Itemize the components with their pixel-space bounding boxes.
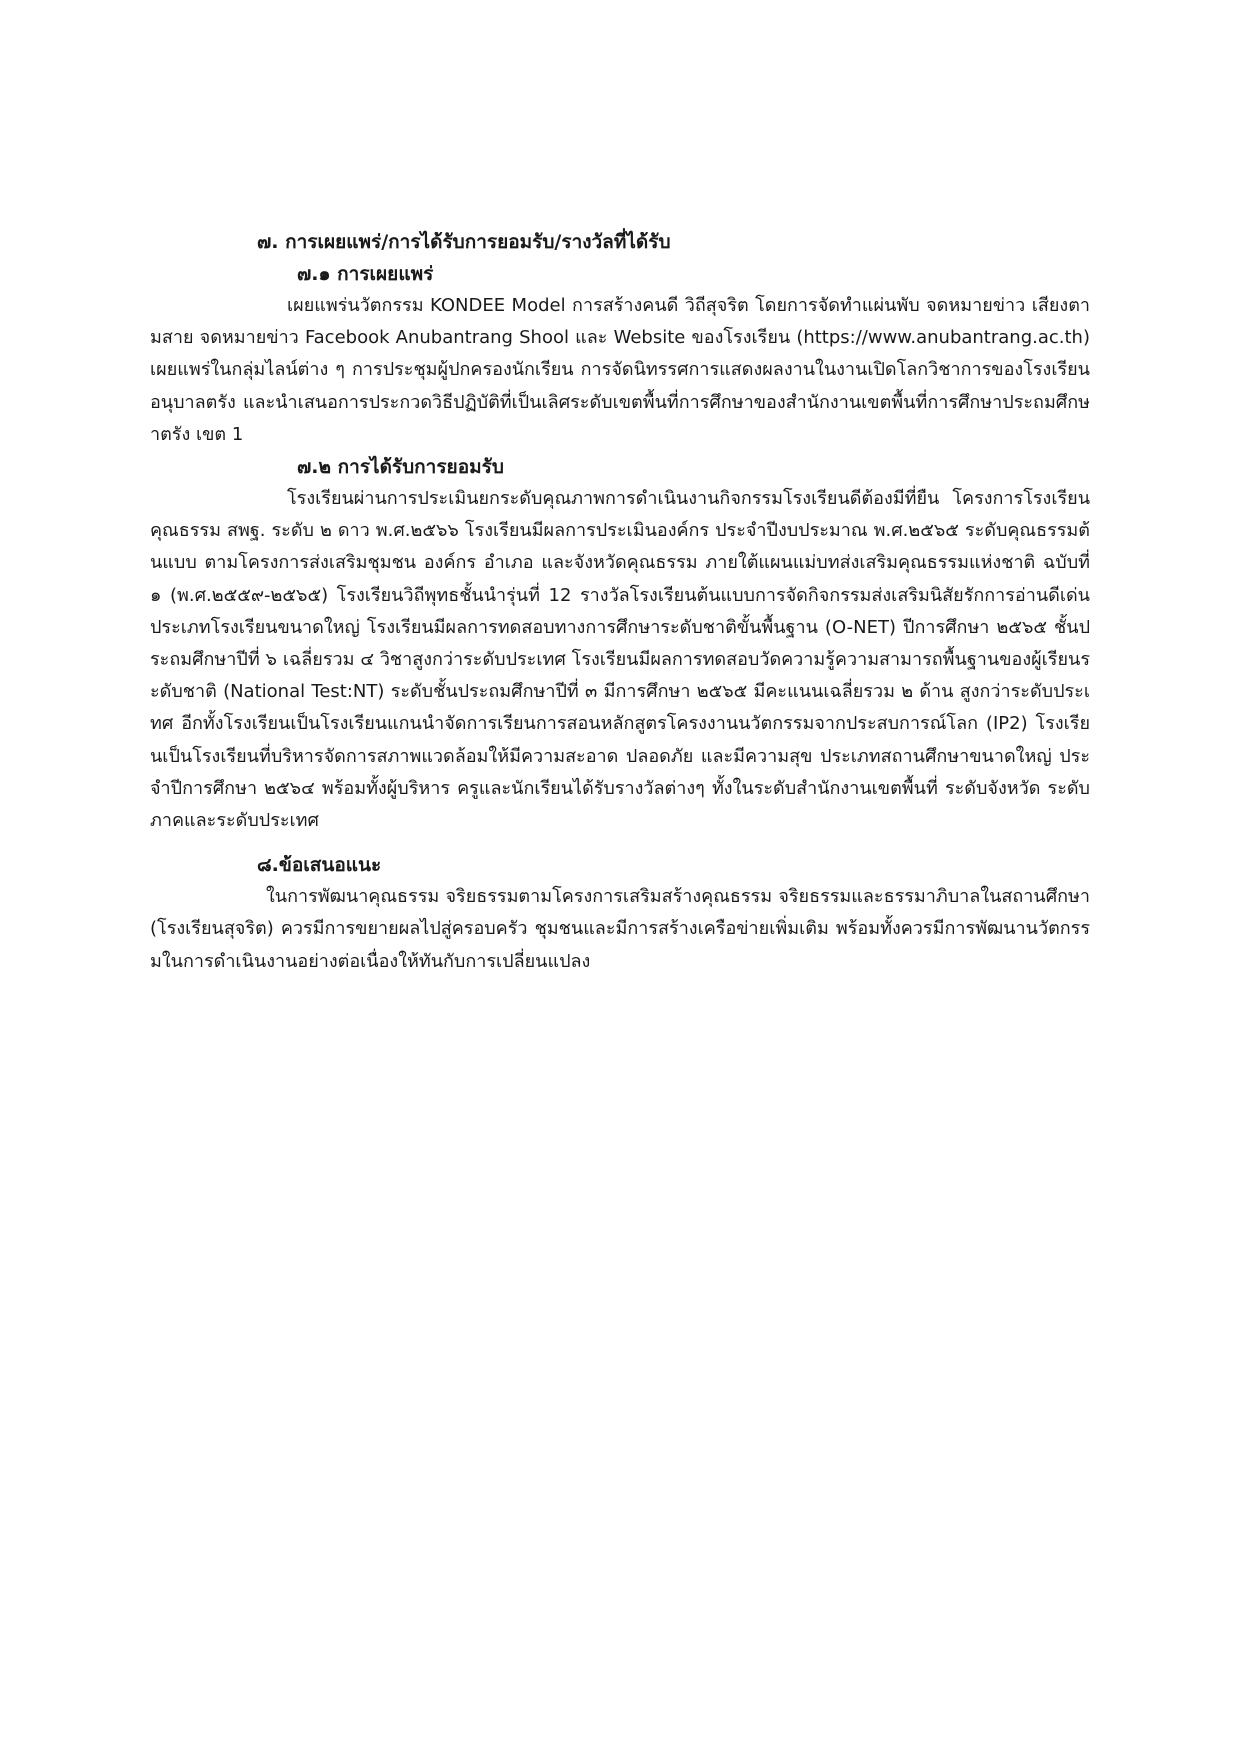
section-7-heading: ๗. การเผยแพร่/การได้รับการยอมรับ/รางวัลที่ได้รับ [257, 231, 671, 253]
section-spacer [150, 837, 1090, 849]
document-body [150, 226, 1090, 978]
section-7-1-heading: ๗.๑ การเผยแพร่ [297, 263, 434, 285]
section-8-paragraph: ในการพัฒนาคุณธรรม จริยธรรมตามโครงการเสริมสร้างคุณธรรม จริยธรรมและธรรมาภิบาลในสถานศึกษา (โรงเรียนสุจริต) ควรมีการขยายผลไปสู่ครอบครัว ชุมชนและมีการสร้างเครือข่ายเพิ่มเติม พร้อมทั้งควรมีการพัฒนานวัตกรรมในการดำเนินงานอย่างต่อเนื่องให้ทันกับการเปลี่ยนแปลง [150, 886, 1090, 972]
section-7-2-paragraph: โรงเรียนผ่านการประเมินยกระดับคุณภาพการดำเนินงานกิจกรรมโรงเรียนดีต้องมีที่ยืน โครงการโรงเรียนคุณธรรม สพฐ. ระดับ ๒ ดาว พ.ศ.๒๕๖๖ โรงเรียนมีผลการประเมินองค์กร ประจำปีงบประมาณ พ.ศ.๒๕๖๕ ระดับคุณธรรมต้นแบบ ตามโครงการส่งเสริมชุมชน องค์กร อำเภอ และจังหวัดคุณธรรม ภายใต้แผนแม่บทส่งเสริมคุณธรรมแห่งชาติ ฉบับที่ ๑ (พ.ศ.๒๕๕๙-๒๕๖๕) โรงเรียนวิถีพุทธชั้นนำรุ่นที่ 12 รางวัลโรงเรียนต้นแบบการจัดกิจกรรมส่งเสริมนิสัยรักการอ่านดีเด่น ประเภทโรงเรียนขนาดใหญ่ โรงเรียนมีผลการทดสอบทางการศึกษาระดับชาติขั้นพื้นฐาน (O-NET) ปีการศึกษา ๒๕๖๕ ชั้นประถมศึกษาปีที่ ๖ เฉลี่ยรวม ๔ วิชาสูงกว่าระดับประเทศ โรงเรียนมีผลการทดสอบวัดความรู้ความสามารถพื้นฐานของผู้เรียนระดับชาติ (National Test:NT) ระดับชั้นประถมศึกษาปีที่ ๓ มีการศึกษา ๒๕๖๕ มีคะแนนเฉลี่ยรวม ๒ ด้าน สูงกว่าระดับประเทศ อีกทั้งโรงเรียนเป็นโรงเรียนแกนนำจัดการเรียนการสอนหลักสูตรโครงงานนวัตกรรมจากประสบการณ์โลก (IP2) โรงเรียนเป็นโรงเรียนที่บริหารจัดการสภาพแวดล้อมให้มีความสะอาด ปลอดภัย และมีความสุข ประเภทสถานศึกษาขนาดใหญ่ ประจำปีการศึกษา ๒๕๖๔ พร้อมทั้งผู้บริหาร ครูและนักเรียนได้รับรางวัลต่างๆ ทั้งในระดับสำนักงานเขตพื้นที่ ระดับจังหวัด ระดับภาคและระดับประเทศ [150, 488, 1090, 832]
section-8-heading: ๘.ข้อเสนอแนะ [257, 854, 382, 877]
section-7-1-paragraph: เผยแพร่นวัตกรรม KONDEE Model การสร้างคนดี วิถีสุจริต โดยการจัดทำแผ่นพับ จดหมายข่าว เสียงตามสาย จดหมายข่าว Facebook Anubantrang Shool และ Website ของโรงเรียน (https://www.anubantrang.ac.th) เผยแพร่ในกลุ่มไลน์ต่าง ๆ การประชุมผู้ปกครองนักเรียน การจัดนิทรรศการแสดงผลงานในงานเปิดโลกวิชาการของโรงเรียนอนุบาลตรัง และนำเสนอการประกวดวิธีปฏิบัติที่เป็นเลิศระดับเขตพื้นที่การศึกษาของสำนักงานเขตพื้นที่การศึกษาประถมศึกษาตรัง เขต 1 [150, 295, 1090, 445]
section-7-2-heading: ๗.๒ การได้รับการยอมรับ [297, 456, 504, 479]
